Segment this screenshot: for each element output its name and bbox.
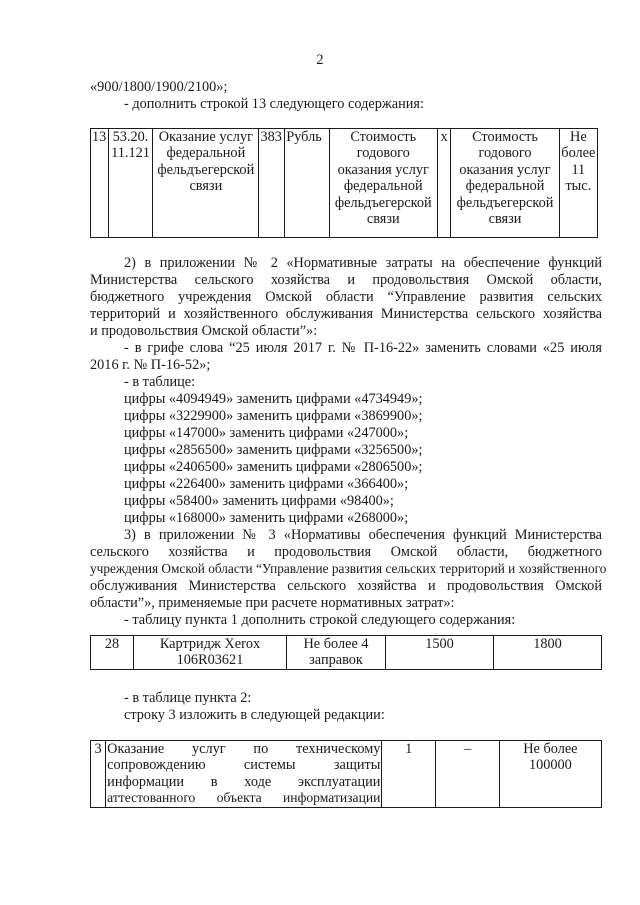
table1-code: 53.20. 11.121 <box>108 129 152 238</box>
table3-dash: – <box>436 741 500 808</box>
replacement-1: цифры «4094949» заменить цифрами «4734949»; <box>124 391 423 407</box>
section3-line-3: учреждения Омской области “Управление развития сельских территорий и хозяйственного <box>90 561 607 576</box>
table3-desc: Оказание услуг по техническому сопровождению системы защиты информации в ходе эксплуатации аттестованного объекта информатизации <box>106 741 382 808</box>
table-row <box>91 636 602 670</box>
section3-line-2: сельского хозяйства и продовольствия Омской области, бюджетного <box>90 544 602 560</box>
table1-col6: х <box>437 129 450 238</box>
section4-item2: - в таблице пункта 2: <box>124 690 252 706</box>
grif-line-1: - в грифе слова “25 июля 2017 г. № П-16-22» заменить словами «25 июля <box>124 340 602 356</box>
section3-item1: - таблицу пункта 1 дополнить строкой следующего содержания: <box>124 612 516 628</box>
table3-num: 3 <box>91 741 106 808</box>
table2-limit: Не более 4 заправок <box>287 636 386 670</box>
table1-name: Оказание услуг федеральной фельдъегерской связи <box>153 129 259 238</box>
replacement-7: цифры «58400» заменить цифрами «98400»; <box>124 493 394 509</box>
table2-name: Картридж Xerox 106R03621 <box>134 636 287 670</box>
replacement-6: цифры «226400» заменить цифрами «366400»; <box>124 476 409 492</box>
section2-line-1: 2) в приложении № 2 «Нормативные затраты на обеспечение функций <box>124 255 602 271</box>
section3-line-1: 3) в приложении № 3 «Нормативы обеспечения функций Министерства <box>124 527 602 543</box>
section3-line-5: области”», применяемые при расчете нормативных затрат»: <box>90 595 455 611</box>
table-2 <box>90 635 602 670</box>
section4-row3: строку 3 изложить в следующей редакции: <box>124 707 385 723</box>
replacement-3: цифры «147000» заменить цифрами «247000»; <box>124 425 409 441</box>
section2-line-2: Министерства сельского хозяйства и продовольствия Омской области, <box>90 272 602 288</box>
page-number: 2 <box>316 52 324 68</box>
table-1 <box>90 128 598 238</box>
table3-limit: Не более 100000 <box>499 741 601 808</box>
table2-v2: 1800 <box>494 636 602 670</box>
replacement-4: цифры «2856500» заменить цифрами «3256500»; <box>124 442 423 458</box>
in-table-line: - в таблице: <box>124 374 196 390</box>
table2-v1: 1500 <box>386 636 494 670</box>
table-row <box>91 129 598 238</box>
replacement-8: цифры «168000» заменить цифрами «268000»; <box>124 510 409 526</box>
table1-unit: Рубль <box>285 129 329 238</box>
table2-num: 28 <box>91 636 134 670</box>
table1-col7: Стоимость годового оказания услуг федеральной фельдъегерской связи <box>451 129 559 238</box>
replacement-5: цифры «2406500» заменить цифрами «2806500»; <box>124 459 423 475</box>
table1-num: 13 <box>91 129 109 238</box>
table-row <box>91 741 602 808</box>
table1-okei: 383 <box>259 129 285 238</box>
intro-line-2: - дополнить строкой 13 следующего содержания: <box>124 96 424 112</box>
grif-line-2: 2016 г. № П-16-52»; <box>90 357 211 373</box>
table3-qty: 1 <box>382 741 436 808</box>
intro-line-1: «900/1800/1900/2100»; <box>90 79 228 95</box>
table-3 <box>90 740 602 808</box>
section2-line-5: и продовольствия Омской области”»: <box>90 323 318 339</box>
replacement-2: цифры «3229900» заменить цифрами «3869900»; <box>124 408 423 424</box>
section2-line-3: бюджетного учреждения Омской области “Управление развития сельских <box>90 289 602 305</box>
section2-line-4: территорий и хозяйственного обслуживания Министерства сельского хозяйства <box>90 306 602 322</box>
table1-col5: Стоимость годового оказания услуг федеральной фельдъегерской связи <box>329 129 437 238</box>
section3-line-4: обслуживания Министерства сельского хозяйства и продовольствия Омской <box>90 578 602 594</box>
table1-col8: Не более 11 тыс. <box>559 129 597 238</box>
